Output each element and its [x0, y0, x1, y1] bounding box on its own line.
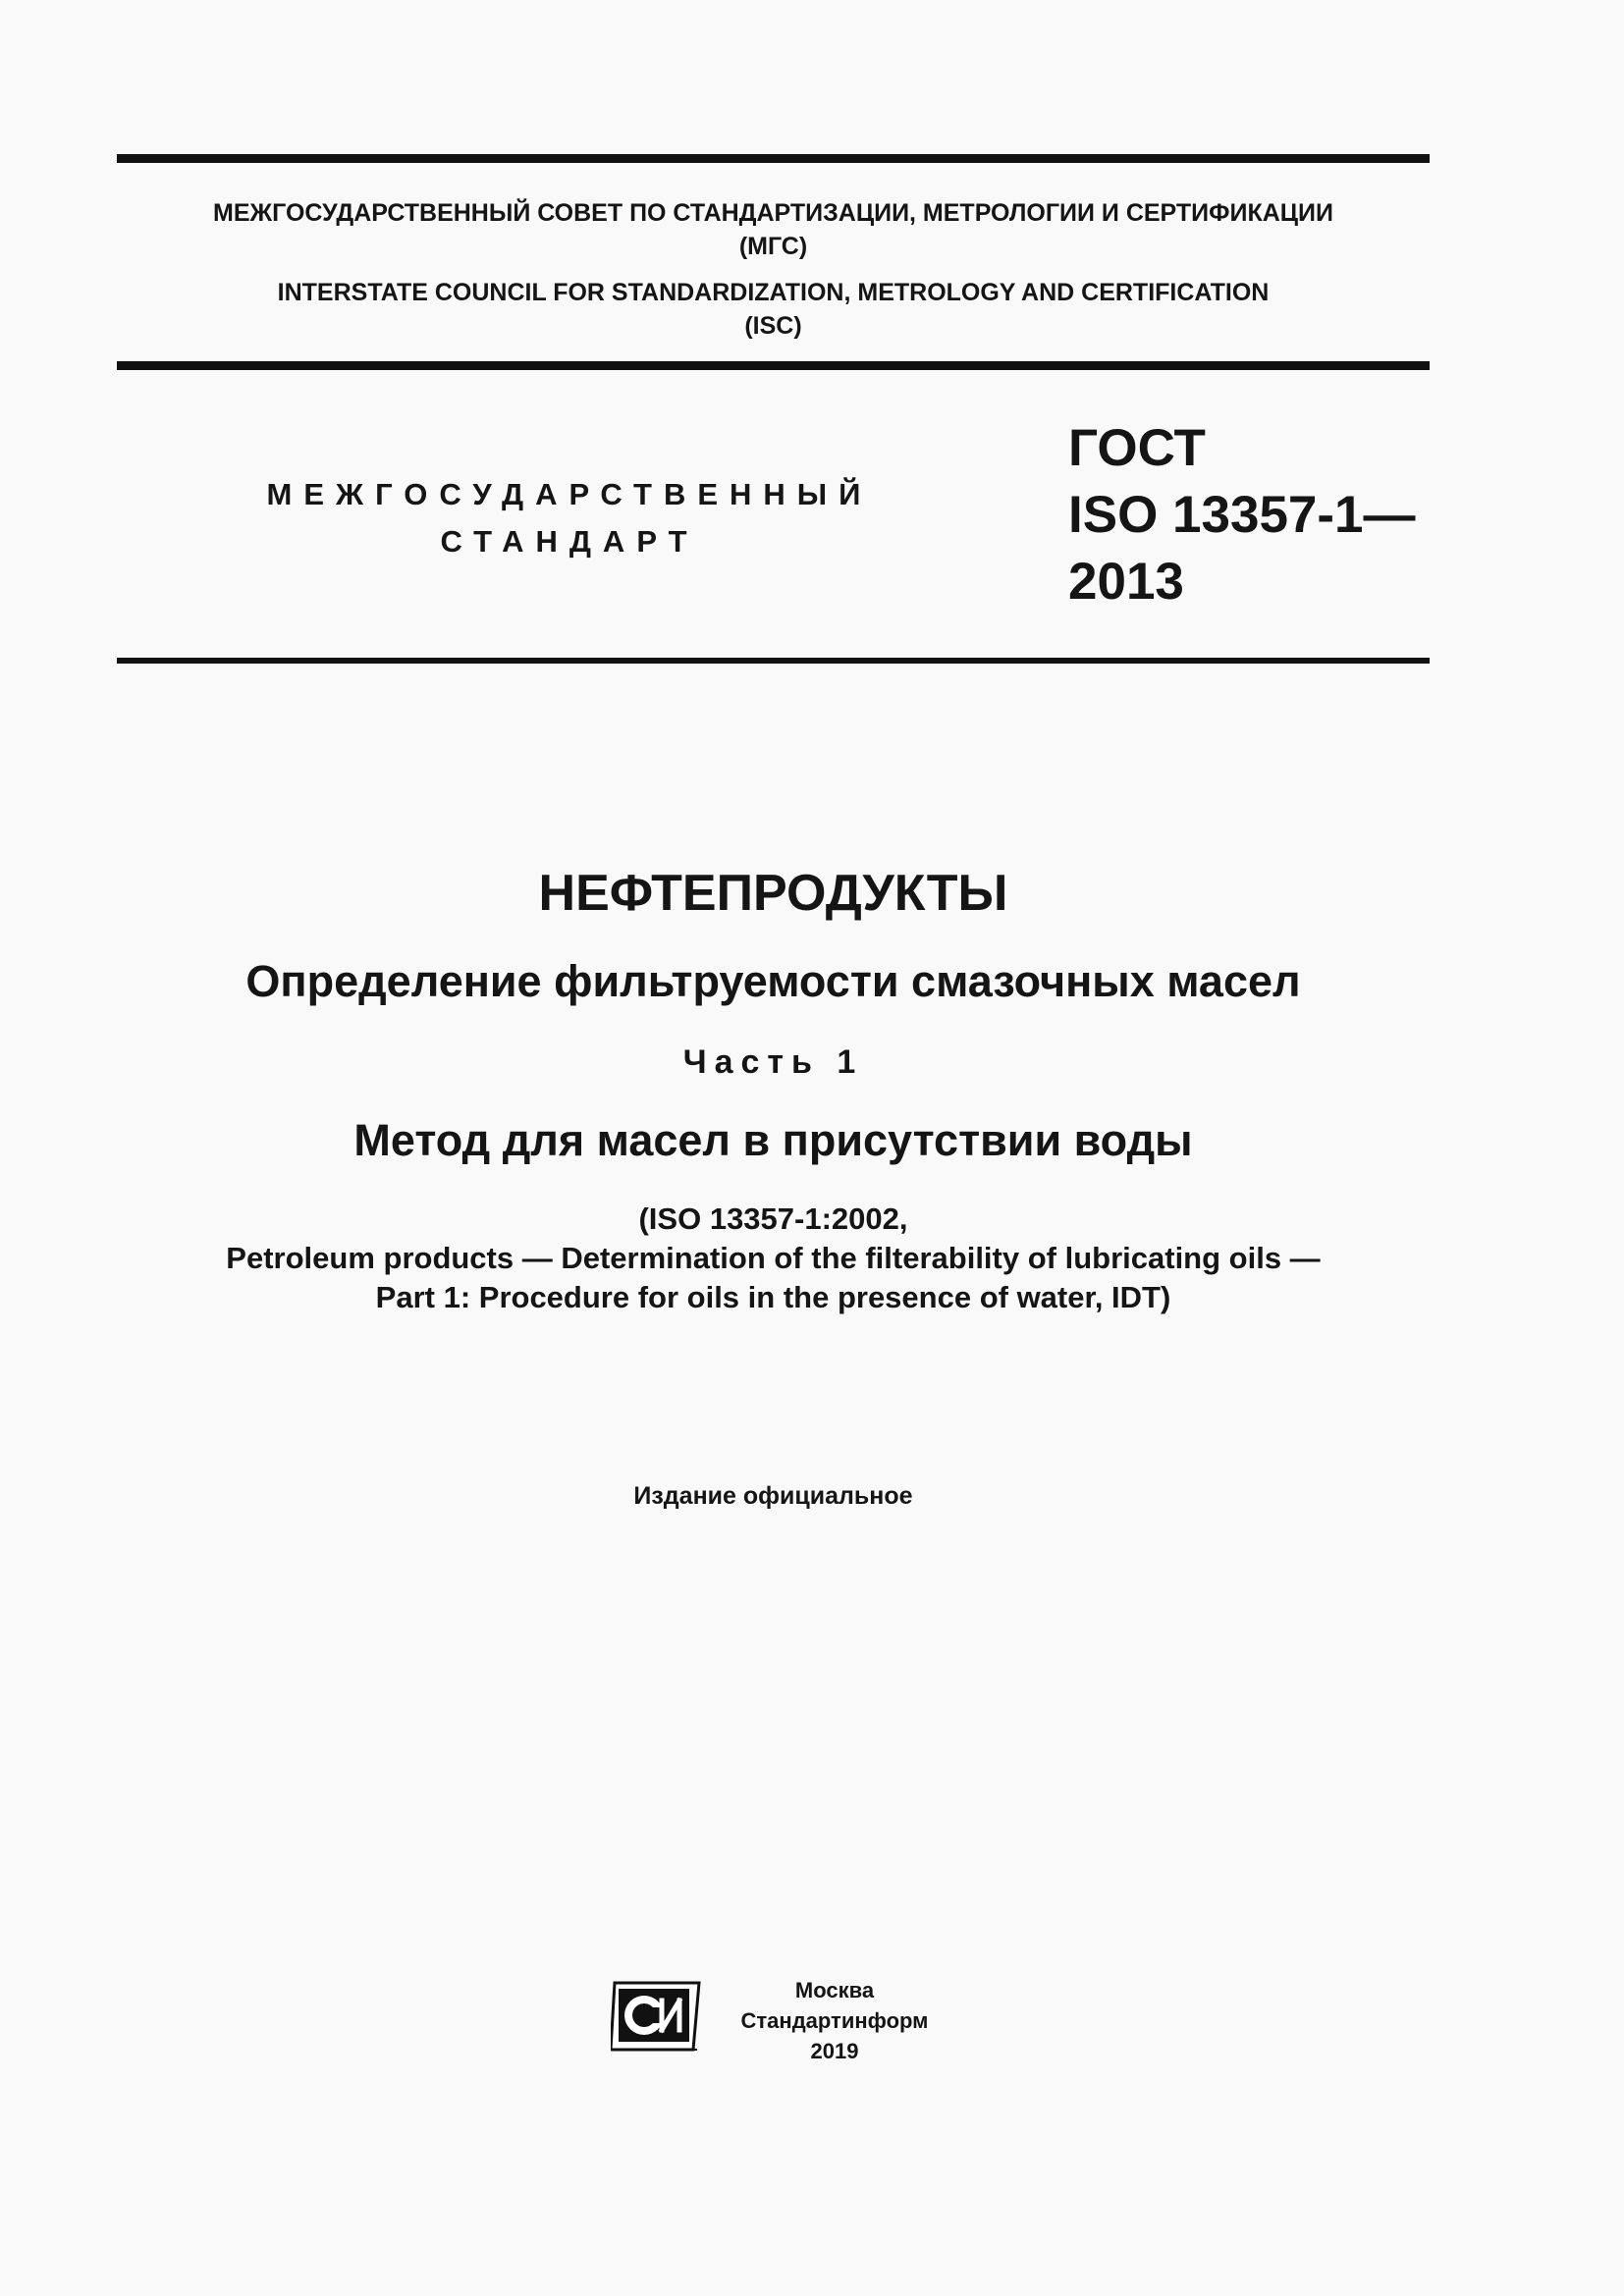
standard-code-line2: ISO 13357-1—: [1068, 486, 1416, 544]
standard-code: [1068, 415, 1416, 615]
publisher-city: Москва: [794, 1978, 875, 2002]
standard-code-line1: ГОСТ: [1068, 419, 1206, 477]
council-name-ru-line1: МЕЖГОСУДАРСТВЕННЫЙ СОВЕТ ПО СТАНДАРТИЗАЦИИ, МЕТРОЛОГИИ И СЕРТИФИКАЦИИ: [213, 199, 1333, 227]
iso-reference-line1: (ISO 13357-1:2002,: [638, 1201, 908, 1236]
document-subtitle: Определение фильтруемости смазочных масел: [245, 956, 1301, 1006]
iso-reference-line3: Part 1: Procedure for oils in the presence of water, IDT): [375, 1280, 1171, 1314]
iso-reference: [117, 1200, 1430, 1317]
header-bottom-rule: [117, 361, 1430, 370]
document-title: НЕФТЕПРОДУКТЫ: [538, 865, 1008, 922]
council-abbr-en: (ISC): [744, 312, 802, 340]
publication-year: 2019: [810, 2039, 859, 2063]
publisher-imprint: [717, 1975, 952, 2066]
council-abbr-ru: (МГС): [738, 233, 808, 260]
part-number: Часть 1: [682, 1043, 864, 1081]
standard-type-line1: МЕЖГОСУДАРСТВЕННЫЙ: [266, 477, 873, 511]
council-name-en-line1: INTERSTATE COUNCIL FOR STANDARDIZATION, METROLOGY AND CERTIFICATION: [277, 279, 1270, 306]
stamp-bottom-rule: [117, 658, 1430, 664]
top-rule: [117, 154, 1430, 163]
standard-code-line3: 2013: [1068, 553, 1184, 611]
part-title: Метод для масел в присутствии воды: [353, 1115, 1193, 1165]
standartinform-logo-icon: [611, 1979, 703, 2054]
edition-note: Издание официальное: [633, 1482, 913, 1510]
publisher-name: Стандартинформ: [740, 2008, 929, 2033]
council-name-ru: [117, 196, 1430, 263]
council-name-en: [117, 276, 1430, 343]
standard-type-line2: СТАНДАРТ: [440, 524, 699, 559]
standard-type: [226, 471, 913, 565]
iso-reference-line2: Petroleum products — Determination of the filterability of lubricating oils —: [226, 1241, 1321, 1275]
